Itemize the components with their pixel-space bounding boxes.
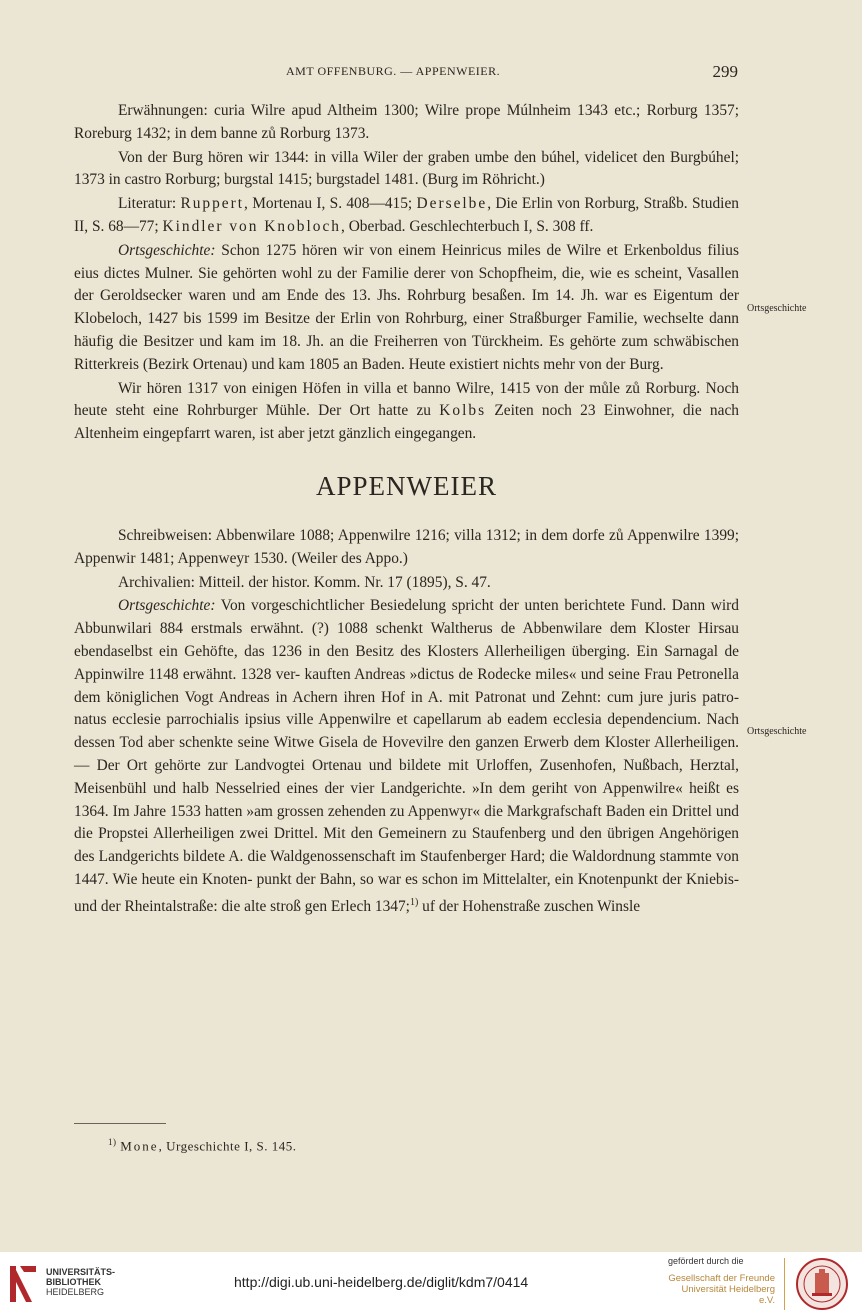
margin-note-ortsgeschichte-2: Ortsgeschichte — [747, 726, 807, 737]
paragraph-ortsgeschichte-rohrburg: Ortsgeschichte: Schon 1275 hören wir von einem Heinricus miles de Wilre et Erkenboldus filius eius dictes Mulner. Sie gehörten wohl zu der Familie derer von Schopfheim, die, wie es scheint, Vasallen der Geroldsecker waren und am Ende des 13. Jhs. Rohrburg besaßen. Im 14. Jh. war es Eigentum der Klobeloch, 1427 bis 1599 im Besitze der Erlin von Rohrburg, einer Straßburger Familie, wechselte dann häufig die Besitzer und kam im 18. Jh. an die Freiherren von Türckheim. Es gehörte zum schwäbischen Ritterkreis (Bezirk Ortenau) und kam 1805 an Baden. Heute existiert nichts mehr von der Burg. — [74, 241, 739, 373]
paragraph-erwaehnungen-rohrburg: Erwähnungen: curia Wilre apud Altheim 1300; Wilre prope Múlnheim 1343 etc.; Rorburg 1357; Roreburg 1432; in dem banne zů Rorburg 1373. — [74, 102, 739, 142]
footnote-rule — [74, 1123, 166, 1124]
author-derselbe: Derselbe — [416, 195, 488, 213]
paragraph-schreibweisen: Schreibweisen: Abbenwilare 1088; Appenwilre 1216; villa 1312; in dem dorfe zů Appenwilre 1399; Appenwir 1481; Appenweyr 1530. (Weiler des Appo.) — [74, 526, 739, 567]
paragraph-burg: Von der Burg hören wir 1344: in villa Wiler der graben umbe den búhel, videlicet den Burgbúhel; 1373 in castro Rorburg; burgstal 1415; burgstadel 1481. (Burg im Röhricht.) — [74, 148, 739, 189]
page-header — [0, 64, 862, 84]
margin-note-ortsgeschichte-1: Ortsgeschichte — [747, 303, 807, 314]
page-number: 299 — [712, 62, 738, 81]
body-text — [74, 100, 739, 919]
paragraph-ortsgeschichte-appenweier: Ortsgeschichte: Von vorgeschichtlicher Besiedelung spricht der unten berichtete Fund. Dann wird Abbunwilari 884 erstmals erwähnt. (?) 1088 schenkt Waltherus de Abbenwilare dem Kloster Hirsau ebendaselbst ein Gehöfte, das 1236 in den Besitz des Klosters Allerheiligen überging. Ein Sarnagal de Appinwilre 1148 erwähnt. 1328 ver- kauften Andreas »dictus de Rodecke miles« und seine Frau Petronella dem königlichen Vogt Andreas in Achern ihren Hof in A. mit Patronat und Zehnt: cum jure juris patro- natus ecclesie parrochialis ipsius ville Appenwilre et capellarum ab eadem ecclesia dependencium. Nach dessen Tod aber schenkte seine Witwe Gisela de Hovevilre den ganzen Erwerb dem Kloster Allerheiligen. — Der Ort gehörte zur Landvogtei Ortenau und bildete mit Urloffen, Zusenhofen, Nußbach, Herztal, Meisenbühl und halb Nesselried eines der vier Landgerichte. »In dem geriht von Appenwilre« heißt es 1364. Im Jahre 1533 hatten »am grossen zehenden zu Appenwyr« die Markgrafschaft Baden ein Drittel und die Propstei Allerheiligen zwei Drittel. Mit den Gemeinern zu Staufenberg und den übrigen Angehörigen des Landgerichts bildete A. die Waldgenossenschaft im Staufenberger Hard; die Waldordnung stammte von 1447. Wie heute ein Knoten- punkt der Bahn, so war es schon im Mittelalter, ein Knotenpunkt der Kniebis- und der Rheintalstraße: die alte stroß gen Erlech 1347;$^{1)}$ uf der Hohenstraße zuschen Winsle — [74, 597, 740, 915]
sponsor-divider — [784, 1258, 785, 1310]
university-seal-icon — [795, 1257, 849, 1311]
paragraph-hoefe: Wir hören 1317 von einigen Höfen in villa et banno Wilre, 1415 von der můle zů Rorburg. Noch heute steht eine Rohrburger Mühle. Der Ort hatte zu Kolbs Zeiten noch 23 Einwohner, die nach Altenheim eingepfarrt waren, ist aber jetzt gänzlich eingegangen. — [74, 379, 739, 443]
author-kolbs: Kolbs — [439, 402, 487, 420]
digital-copy-url[interactable]: http://digi.ub.uni-heidelberg.de/diglit/kdm7/0414 — [234, 1274, 529, 1290]
footnote: $^{1)}$ Mone, Urgeschichte I, S. 145. — [108, 1137, 297, 1154]
sponsor-label: gefördert durch die — [668, 1256, 744, 1266]
sponsor-name: Gesellschaft der Freunde Universität Heidelberg e.V. — [668, 1273, 775, 1306]
digitization-footer — [0, 1252, 862, 1315]
ortsgeschichte-label: Ortsgeschichte: — [118, 597, 216, 615]
paragraph-literatur: Literatur: Ruppert, Mortenau I, S. 408—415; Derselbe, Die Erlin von Rorburg, Straßb. Studien II, S. 68—77; Kindler von Knobloch, Oberbad. Geschlechterbuch I, S. 308 ff. — [74, 195, 739, 235]
section-heading-appenweier: APPENWEIER — [316, 470, 497, 501]
library-name: UNIVERSITÄTS- BIBLIOTHEK HEIDELBERG — [46, 1267, 116, 1297]
ortsgeschichte-label: Ortsgeschichte: — [118, 241, 216, 259]
author-kindler: Kindler von Knobloch — [162, 217, 341, 235]
footnote-author: Mone — [120, 1138, 159, 1154]
running-head: AMT OFFENBURG. — APPENWEIER. — [286, 64, 501, 78]
paragraph-archivalien: Archivalien: Mitteil. der histor. Komm. Nr. 17 (1895), S. 47. — [118, 573, 491, 591]
footnote-reference: 1) — [409, 896, 419, 908]
university-library-logo-icon — [8, 1262, 38, 1306]
author-ruppert: Ruppert — [180, 195, 245, 213]
